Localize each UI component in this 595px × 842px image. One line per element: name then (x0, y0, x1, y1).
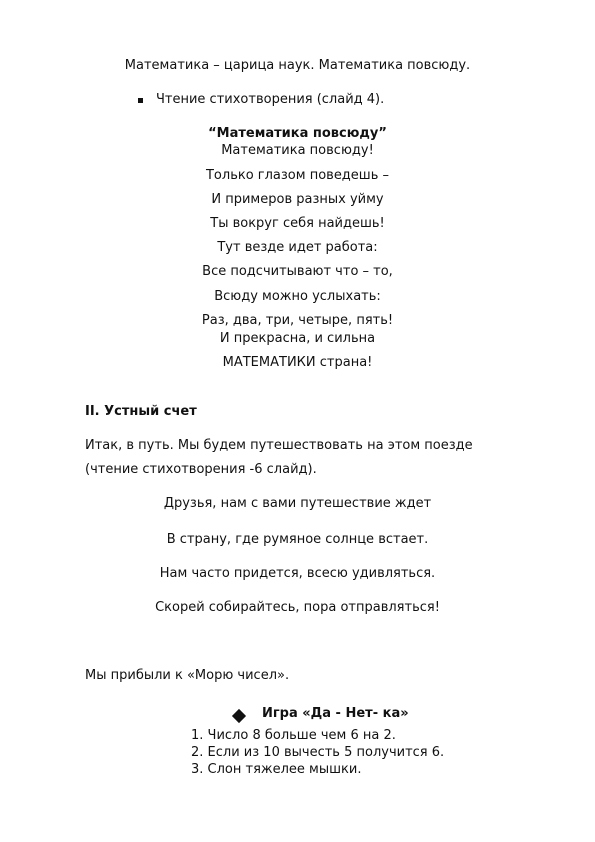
diamond-bullet-icon (232, 709, 246, 723)
bullet-square-icon (138, 98, 143, 103)
poem-title: “Математика повсюду” (208, 126, 387, 141)
section-number: II. (85, 404, 100, 419)
verse-line: В страну, где румяное солнце встает. (166, 532, 429, 547)
paragraph-line: (чтение стихотворения -6 слайд). (85, 462, 317, 477)
arrival-text: Мы прибыли к «Морю чисел». (85, 668, 290, 683)
poem-line: Только глазом поведешь – (205, 168, 389, 183)
list-item-text: Слон тяжелее мышки. (207, 762, 362, 777)
section-title: Устный счет (104, 404, 197, 419)
verse-line: Друзья, нам с вами путешествие ждет (163, 496, 432, 511)
game-title: Игра «Да - Нет- ка» (262, 706, 409, 721)
verse-line: Скорей собирайтесь, пора отправляться! (155, 600, 440, 615)
verse-line: Нам часто придется, всесю удивляться. (159, 566, 436, 581)
paragraph-line: Итак, в путь. Мы будем путешествовать на этом поезде (85, 438, 473, 453)
poem-line: Все подсчитывают что – то, (202, 264, 393, 279)
poem-line: Раз, два, три, четыре, пять! (201, 313, 394, 328)
list-item-number: 3. (191, 762, 204, 777)
list-item (191, 745, 444, 760)
list-item (191, 728, 396, 743)
list-item (191, 762, 361, 777)
bullet-item-text: Чтение стихотворения (слайд 4). (156, 92, 385, 107)
poem-line: Всюду можно услыхать: (214, 289, 381, 304)
poem-line: И примеров разных уйму (211, 192, 384, 207)
list-item-text: Число 8 больше чем 6 на 2. (207, 728, 396, 743)
section-heading (85, 404, 197, 419)
poem-line: И прекрасна, и сильна (219, 331, 376, 346)
list-item-number: 2. (191, 745, 204, 760)
poem-line: Тут везде идет работа: (217, 240, 378, 255)
poem-line: Математика повсюду! (221, 143, 374, 158)
intro-text: Математика – царица наук. Математика повсюду. (124, 58, 471, 73)
poem-line: МАТЕМАТИКИ страна! (222, 355, 373, 370)
list-item-number: 1. (191, 728, 204, 743)
poem-line: Ты вокруг себя найдешь! (210, 216, 385, 231)
list-item-text: Если из 10 вычесть 5 получится 6. (207, 745, 445, 760)
